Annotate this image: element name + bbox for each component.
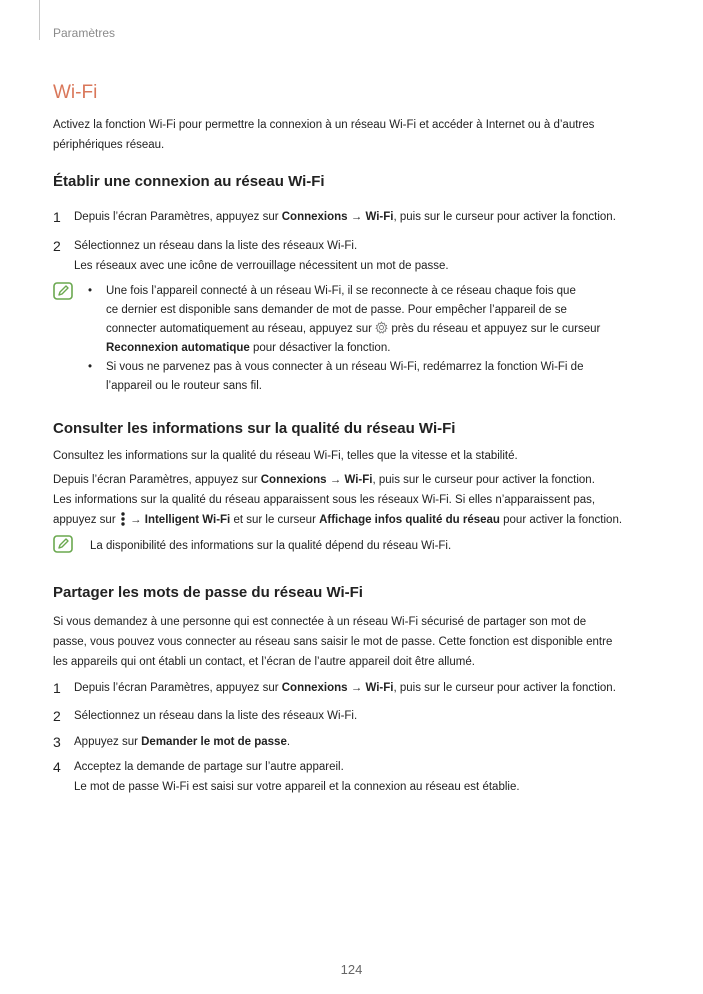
section-heading-connect: Établir une connexion au réseau Wi-Fi (53, 173, 325, 190)
step-text: Sélectionnez un réseau dans la liste des réseaux Wi-Fi. (74, 710, 358, 722)
step-number: 2 (53, 708, 61, 724)
more-options-icon (119, 512, 127, 526)
quality-note-text: La disponibilité des informations sur la qualité dépend du réseau Wi-Fi. (90, 540, 452, 552)
page-number: 124 (340, 962, 363, 977)
page-title: Wi-Fi (53, 82, 98, 103)
step-text: Acceptez la demande de partage sur l’autre appareil. Le mot de passe Wi-Fi est saisi sur votre appareil et la connexion au réseau est établie. (74, 761, 520, 793)
step-text: Appuyez sur Demander le mot de passe. (74, 736, 291, 748)
intro-line-2: périphériques réseau. (53, 139, 165, 151)
header-rule (39, 0, 40, 40)
intro-paragraph (53, 115, 653, 155)
step-number: 4 (53, 759, 61, 775)
note-icon (53, 535, 73, 553)
step-number: 1 (53, 209, 61, 225)
header-label: Paramètres (53, 26, 116, 40)
section-heading-share: Partager les mots de passe du réseau Wi-Fi (53, 584, 363, 601)
share-paragraph: Si vous demandez à une personne qui est connectée à un réseau Wi-Fi sécurisé de partager son mot de passe, vous pouvez vous connecter au réseau sans saisir le mot de passe. Cette fonction est disponible entre les appareils qui ont établi un contact, et l’écran de l’autre appareil doit être allumé. (53, 616, 613, 668)
step-number: 1 (53, 680, 61, 696)
step-text: Depuis l’écran Paramètres, appuyez sur Connexions → Wi-Fi, puis sur le curseur pour activer la fonction. (74, 211, 616, 223)
quality-paragraph-1: Consultez les informations sur la qualité du réseau Wi-Fi, telles que la vitesse et la stabilité. (53, 450, 518, 462)
gear-icon (375, 321, 388, 334)
step-text: Depuis l’écran Paramètres, appuyez sur Connexions → Wi-Fi, puis sur le curseur pour activer la fonction. (74, 682, 616, 694)
intro-line-1: Activez la fonction Wi-Fi pour permettre la connexion à un réseau Wi-Fi et accéder à Internet ou à d’autres (53, 119, 595, 131)
step-number: 3 (53, 734, 61, 750)
step-text: Sélectionnez un réseau dans la liste des réseaux Wi-Fi. Les réseaux avec une icône de verrouillage nécessitent un mot de passe. (74, 240, 449, 272)
quality-paragraph-2: Depuis l’écran Paramètres, appuyez sur Connexions → Wi-Fi, puis sur le curseur pour activer la fonction. Les informations sur la qualité du réseau apparaissent sous les réseaux Wi-Fi. Si elles n’apparaissent pas, appuyez sur → Intelligent Wi-Fi et sur le curseur Affichage infos qualité du réseau pour activer la fonction. (53, 474, 623, 526)
note-icon (53, 282, 73, 300)
step-number: 2 (53, 238, 61, 254)
section-heading-quality: Consulter les informations sur la qualité du réseau Wi-Fi (53, 420, 456, 437)
